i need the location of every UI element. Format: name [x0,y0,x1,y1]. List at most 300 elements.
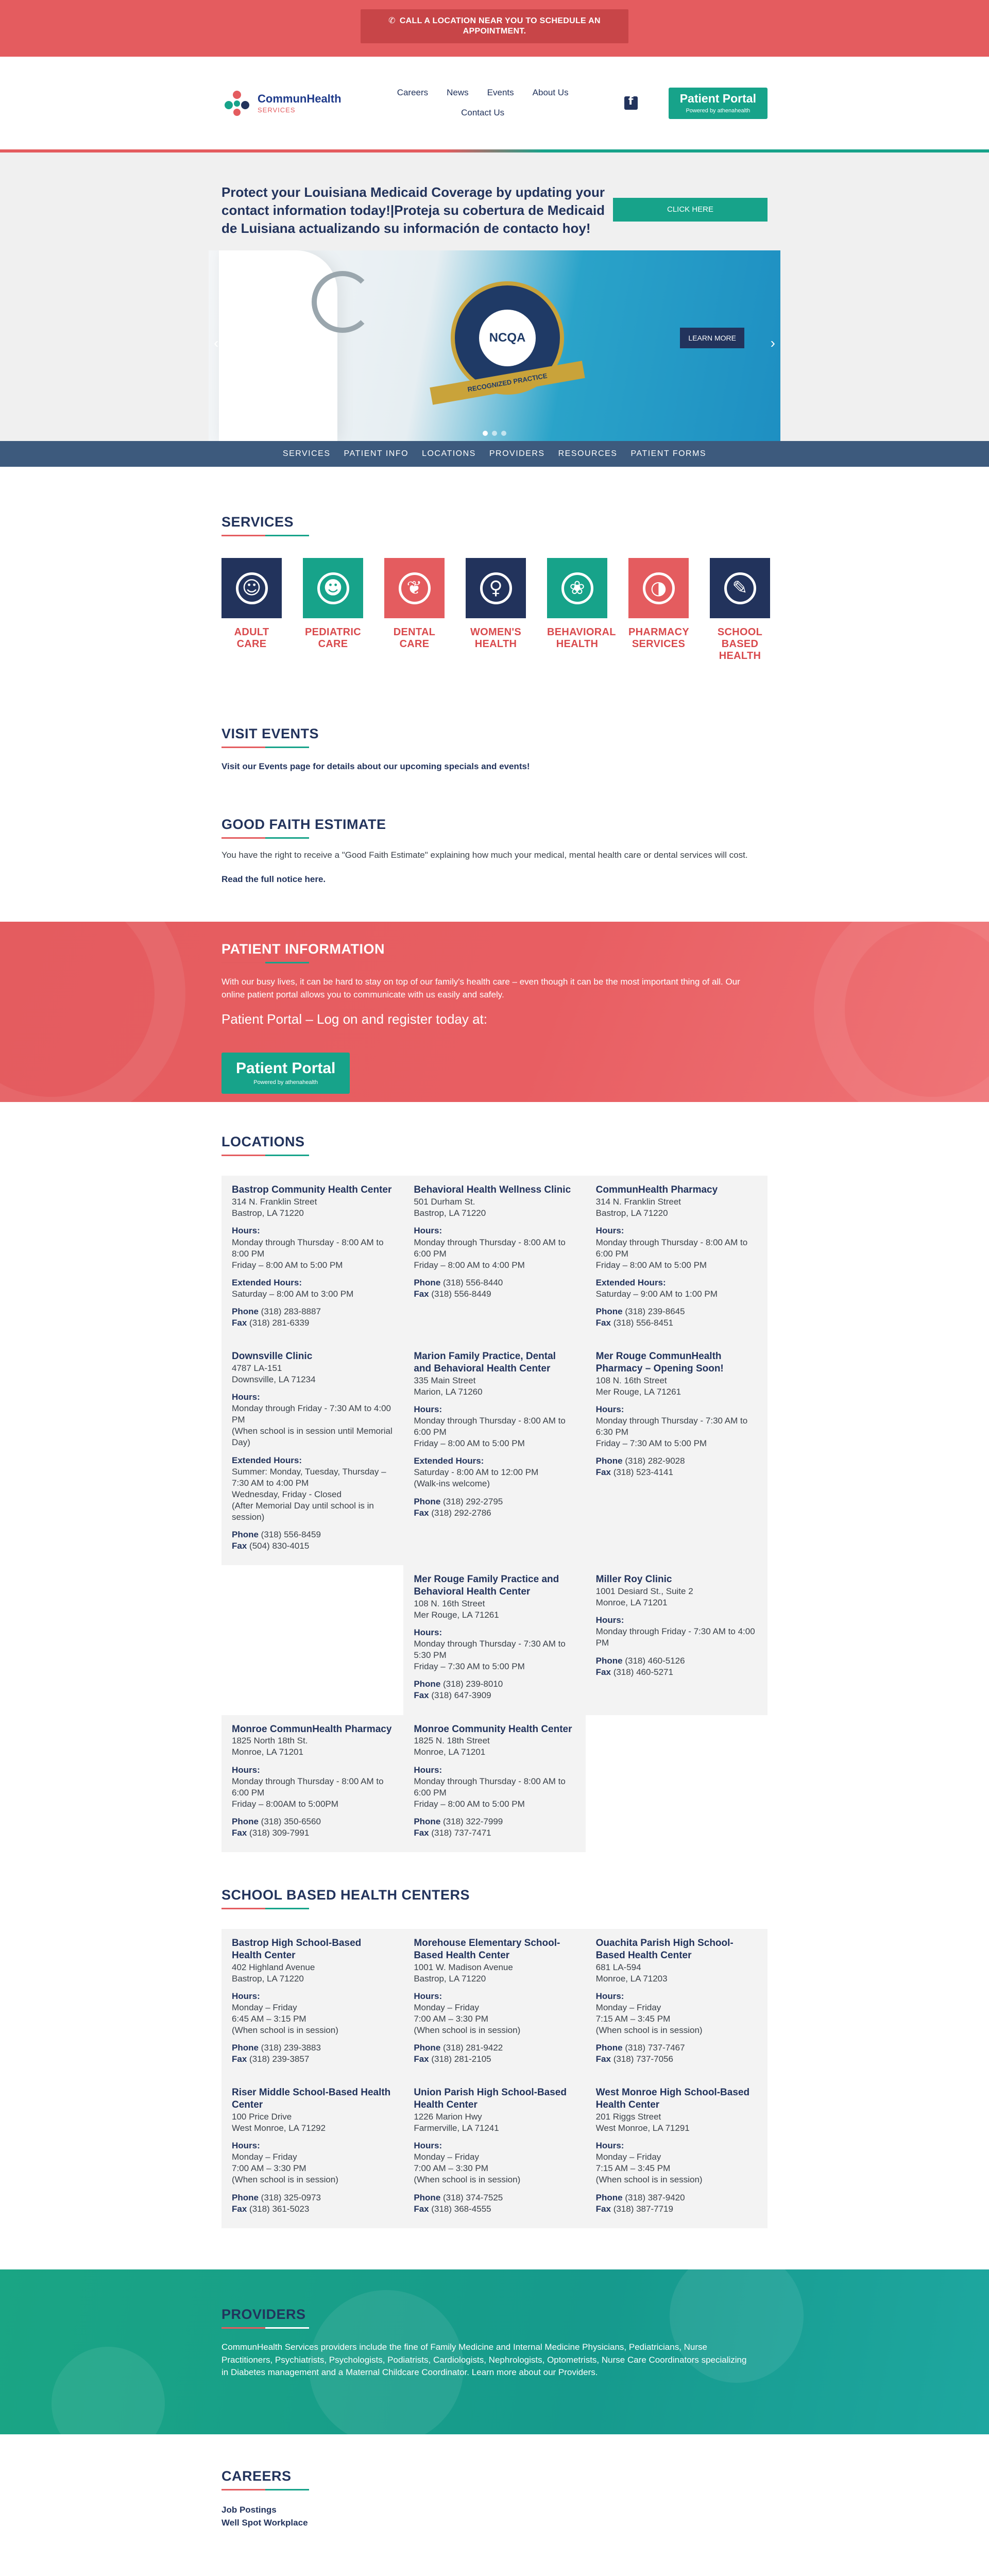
address-line: Bastrop, LA 71220 [232,1973,304,1984]
location-name[interactable]: West Monroe High School-Based Health Center [595,2087,750,2111]
phone-number[interactable]: (318) 374-7525 [443,2192,503,2202]
fax-line: Fax (318) 556-8449 [414,1289,491,1299]
hours-line: Monday through Friday - 7:30 AM to 4:00 PM [232,1403,391,1425]
nav-link[interactable]: Careers [397,88,429,98]
patient-portal-button[interactable] [669,88,768,119]
location-card [221,1342,403,1565]
phone-number[interactable]: (318) 283-8887 [261,1306,321,1316]
phone-number[interactable]: (318) 292-2795 [443,1496,503,1506]
hours-line: Monday – Friday [595,2152,661,2162]
address-line: 681 LA-594 [595,1962,641,1972]
address-line: 1226 Marion Hwy [414,2111,482,2122]
phone-number[interactable]: (318) 556-8440 [443,1277,503,1287]
phone-number[interactable]: (318) 556-8459 [261,1530,321,1540]
school-grid [221,1929,768,2228]
click-here-button[interactable]: CLICK HERE [613,198,768,222]
hours-heading: Hours: [595,1991,624,2001]
service-tile [221,558,282,618]
fax-number: (318) 556-8449 [431,1289,491,1299]
fax-line: Fax (318) 647-3909 [414,1690,491,1701]
fax-line: Fax (318) 361-5023 [232,2204,310,2214]
slider-dot[interactable] [501,431,506,436]
pencil-icon: ✎ [724,572,756,604]
address-line: 402 Highland Avenue [232,1962,315,1972]
location-name[interactable]: Mer Rouge Family Practice and Behavioral Health Center [414,1574,559,1598]
hours-line: Friday – 8:00 AM to 5:00 PM [414,1438,525,1449]
fax-line: Fax (318) 368-4555 [414,2204,491,2214]
hours-line: (When school is in session) [232,2025,338,2036]
address-line: Mer Rouge, LA 71261 [595,1386,681,1397]
extended-hours-line: Summer: Monday, Tuesday, Thursday – 7:30 AM to 4:00 PM [232,1466,386,1488]
hours-line: Monday – Friday [595,2003,661,2012]
address-line: Bastrop, LA 71220 [232,1208,304,1218]
hours-line: 7:00 AM – 3:30 PM [232,2163,306,2174]
location-card [403,1929,585,2078]
phone-line[interactable]: Phone (318) 239-8645 [595,1306,685,1316]
services-title: SERVICES [221,512,768,536]
extended-hours-line: Saturday - 8:00 AM to 12:00 PM [414,1467,539,1478]
fax-number: (318) 387-7719 [613,2204,673,2214]
hero [0,152,989,441]
location-card [221,1715,403,1853]
service-item[interactable] [303,558,363,662]
portal-sub: Powered by athenahealth [686,107,751,114]
slider-dots [209,431,780,436]
section-nav-link[interactable]: PATIENT INFO [344,449,409,459]
fax-line: Fax (318) 737-7056 [595,2054,673,2064]
service-tile [628,558,689,618]
fax-number: (318) 309-7991 [249,1827,310,1838]
events-section [221,662,768,773]
hours-line: 7:00 AM – 3:30 PM [414,2014,488,2024]
ncqa-text: NCQA [479,310,536,366]
learn-more-button[interactable]: LEARN MORE [680,328,744,348]
decor-circle [814,922,989,1102]
fax-line: Fax (318) 281-6339 [232,1318,310,1328]
helpful-links-section [221,2529,768,2576]
careers-section [221,2434,768,2529]
address-line: 335 Main Street [414,1375,476,1385]
service-item[interactable] [221,558,282,662]
services-section [221,467,768,662]
location-address [414,1735,575,1758]
address-line: 100 Price Drive [232,2111,292,2122]
hours-line: Monday through Thursday - 8:00 AM to 6:00 PM [414,1415,566,1437]
fax-number: (318) 239-3857 [249,2054,310,2064]
location-name[interactable]: Ouachita Parish High School-Based Health Center [595,1938,734,1961]
address-line: 1825 North 18th St. [232,1736,308,1746]
hours-heading: Hours: [414,1765,442,1775]
location-card [403,2078,585,2228]
slider-next-icon[interactable]: › [770,335,775,351]
fax-line: Fax (318) 556-8451 [595,1318,673,1328]
hours-heading: Hours: [595,1404,624,1414]
location-name[interactable]: Union Parish High School-Based Health Center [414,2087,567,2111]
location-name[interactable]: Bastrop Community Health Center [232,1184,392,1196]
service-label: SCHOOL BASED HEALTH [717,626,763,662]
logo-text [258,93,342,113]
location-card [221,1176,403,1342]
careers-link[interactable]: Well Spot Workplace [221,2517,308,2528]
hours-line: Friday – 8:00 AM to 5:00 PM [414,1799,525,1809]
decor-circle [0,922,185,1102]
extended-hours-line: Wednesday, Friday - Closed [232,1489,342,1499]
fax-number: (318) 647-3909 [431,1690,491,1701]
careers-list [221,2504,768,2529]
location-address [414,1375,575,1398]
decor-blob [52,2347,165,2434]
providers-section [0,2269,989,2434]
events-text[interactable]: Visit our Events page for details about our upcoming specials and events! [221,761,530,772]
hours-line: Monday – Friday [232,2152,297,2162]
brand-name: CommunHealth [258,92,342,105]
section-nav [0,441,989,467]
location-address [232,1196,393,1219]
address-line: Farmerville, LA 71241 [414,2123,499,2133]
phone-line[interactable]: Phone (318) 292-2795 [414,1496,503,1506]
hours-line: 7:15 AM – 3:45 PM [595,2163,671,2174]
phone-number[interactable]: (318) 282-9028 [625,1456,685,1466]
phone-number[interactable]: (318) 239-8010 [443,1679,503,1689]
location-name[interactable]: Monroe CommunHealth Pharmacy [232,1723,392,1735]
phone-number[interactable]: (318) 325-0973 [261,2192,321,2202]
events-title: VISIT EVENTS [221,724,768,748]
school-title: SCHOOL BASED HEALTH CENTERS [221,1885,768,1909]
location-address [232,1363,393,1385]
location-card [403,1565,585,1715]
adult-icon: ☺ [236,572,268,604]
hours-line: Monday through Thursday - 8:00 AM to 8:00 PM [232,1237,384,1259]
phone-number[interactable]: (318) 350-6560 [261,1816,321,1826]
fax-number: (318) 281-2105 [431,2054,491,2064]
location-card [586,2078,768,2228]
address-line: Mer Rouge, LA 71261 [414,1609,499,1620]
address-line: 1825 N. 18th Street [414,1736,490,1746]
hours-line: Monday – Friday [414,2003,479,2012]
location-name[interactable]: Downsville Clinic [232,1351,313,1362]
address-line: 501 Durham St. [414,1197,475,1207]
section-nav-link[interactable]: SERVICES [282,449,331,459]
address-line: 4787 LA-151 [232,1363,282,1373]
hours-line: Monday through Thursday - 7:30 AM to 5:30 PM [414,1639,566,1660]
phone-line[interactable]: Phone (318) 350-6560 [232,1816,321,1826]
phone-line[interactable]: Phone (318) 374-7525 [414,2192,503,2202]
hours-line: Monday through Friday - 7:30 AM to 4:00 PM [595,1626,755,1648]
address-line: 314 N. Franklin Street [232,1197,317,1207]
section-nav-link[interactable]: PATIENT FORMS [630,449,707,459]
hours-heading: Hours: [595,2141,624,2151]
location-address [596,1375,757,1398]
pediatric-icon: ☻ [317,572,349,604]
phone-line[interactable]: Phone (318) 281-9422 [414,2043,503,2053]
location-card [586,1342,768,1565]
header-actions [624,88,768,119]
phone-number[interactable]: (318) 737-7467 [625,2043,685,2053]
address-line: 108 N. 16th Street [595,1375,667,1385]
hours-line: (When school is in session) [595,2025,703,2036]
extended-hours-heading: Extended Hours: [595,1277,666,1287]
tooth-icon: ❦ [399,572,431,604]
location-name[interactable]: CommunHealth Pharmacy [595,1184,718,1196]
site-logo[interactable] [221,88,342,118]
hours-line: Monday through Thursday - 8:00 AM to 6:00 PM [414,1776,566,1798]
hours-line: Friday – 8:00AM to 5:00PM [232,1799,338,1809]
doctor-image [219,250,337,441]
hours-heading: Hours: [414,2141,442,2151]
hours-line: Monday through Thursday - 7:30 AM to 6:30 PM [595,1415,748,1437]
service-tile [384,558,445,618]
gfe-text: You have the right to receive a "Good Faith Estimate" explaining how much your medical, mental health care or dental services will cost. [221,850,748,860]
service-item[interactable] [384,558,445,662]
logo-mark-icon [221,88,252,118]
location-name[interactable]: Bastrop High School-Based Health Center [232,1938,362,1961]
location-name[interactable]: Riser Middle School-Based Health Center [232,2087,391,2111]
recognized-ribbon: RECOGNIZED PRACTICE [430,361,585,405]
phone-line[interactable]: Phone (318) 282-9028 [595,1456,685,1466]
service-item[interactable] [466,558,526,662]
location-card [586,1565,768,1715]
location-card [586,1929,768,2078]
service-label: WOMEN'S HEALTH [470,626,522,650]
fax-number: (318) 292-2786 [431,1507,491,1518]
location-name[interactable]: Miller Roy Clinic [595,1574,672,1585]
fax-number: (318) 737-7471 [431,1827,491,1838]
hours-line: Friday – 8:00 AM to 5:00 PM [595,1260,707,1270]
location-name[interactable]: Marion Family Practice, Dental and Behavioral Health Center [414,1351,556,1374]
service-label: BEHAVIORAL HEALTH [547,626,616,650]
hero-title: Protect your Louisiana Medicaid Coverage by updating your contact information today!|Proteja su cobertura de Medicaid de Luisiana actualizando su información de contacto hoy! [221,184,605,236]
hours-heading: Hours: [414,1404,442,1414]
phone-line[interactable]: Phone (318) 325-0973 [232,2192,321,2202]
extended-hours-line: (Walk-ins welcome) [414,1479,490,1489]
fax-line: Fax (318) 281-2105 [414,2054,491,2064]
phone-number[interactable]: (318) 460-5126 [625,1655,685,1666]
empty-cell [586,1715,768,1853]
female-icon: ♀ [480,572,512,604]
hours-heading: Hours: [232,1991,260,2001]
hours-heading: Hours: [232,2141,260,2151]
hours-heading: Hours: [232,1765,260,1775]
portal-title: Patient Portal [236,1060,336,1077]
hours-heading: Hours: [414,1991,442,2001]
address-line: 1001 Desiard St., Suite 2 [595,1586,693,1597]
hours-line: (When school is in session) [232,2175,338,2185]
hours-line: (When school is in session) [595,2175,703,2185]
head-icon: ❀ [561,572,593,604]
phone-line[interactable]: Phone (318) 737-7467 [595,2043,685,2053]
service-item[interactable] [710,558,770,662]
service-label: PEDIATRIC CARE [305,626,361,650]
section-nav-link[interactable]: PROVIDERS [489,449,545,459]
phone-line[interactable]: Phone (318) 239-8010 [414,1679,503,1689]
fax-line: Fax (318) 523-4141 [595,1467,673,1478]
address-line: Monroe, LA 71201 [595,1598,668,1608]
service-tile [466,558,526,618]
location-card [403,1176,585,1342]
location-address [232,1962,393,1985]
good-faith-section [221,773,768,886]
gfe-link[interactable]: Read the full notice here. [221,874,326,884]
fax-line: Fax (318) 460-5271 [595,1667,673,1677]
fax-number: (318) 737-7056 [613,2054,673,2064]
slider-dot[interactable] [492,431,497,436]
site-header [221,57,768,149]
phone-number[interactable]: (318) 239-8645 [625,1306,685,1316]
gfe-title: GOOD FAITH ESTIMATE [221,815,768,839]
fax-number: (318) 281-6339 [249,1318,310,1328]
hours-line: Friday – 7:30 AM to 5:00 PM [595,1438,707,1449]
locations-grid [221,1176,768,1852]
slider-dot[interactable] [483,431,488,436]
address-line: West Monroe, LA 71291 [595,2123,690,2133]
hours-line: Monday through Thursday - 8:00 AM to 6:00 PM [232,1776,384,1798]
location-address [414,1196,575,1219]
fax-number: (318) 361-5023 [249,2204,310,2214]
address-line: 314 N. Franklin Street [595,1197,681,1207]
providers-text: CommunHealth Services providers include the fine of Family Medicine and Internal Medicine Physicians, Pediatricians, Nurse Practitioners, Psychiatrists, Psychologists, Podiatrists, Cardiologists, Nephrologists, Optometrists, Nurse Care Coordinators specializing in Diabetes management and a Maternal Childcare Coordinator. Learn more about our Providers. [221,2342,747,2378]
fax-number: (318) 460-5271 [613,1667,673,1677]
location-card [221,1929,403,2078]
patient-text: With our busy lives, it can be hard to stay on top of our family's health care – even though it can be the most important thing of all. Our online patient portal allows you to communicate with us easily and safely. [221,977,740,1000]
service-item[interactable] [547,558,616,662]
hours-line: Monday – Friday [232,2003,297,2012]
phone-number[interactable]: (318) 322-7999 [443,1816,503,1826]
location-address [596,1196,757,1219]
address-line: Monroe, LA 71203 [595,1973,668,1984]
phone-number[interactable]: (318) 281-9422 [443,2043,503,2053]
fax-line: Fax (318) 737-7471 [414,1827,491,1838]
extended-hours-heading: Extended Hours: [414,1456,484,1466]
hours-line: Monday – Friday [414,2152,479,2162]
hours-heading: Hours: [595,1615,624,1625]
location-card [221,2078,403,2228]
fax-number: (504) 830-4015 [249,1541,310,1551]
location-address [414,1962,575,1985]
location-name[interactable]: Mer Rouge CommunHealth Pharmacy – Opening Soon! [595,1351,724,1374]
hours-line: 6:45 AM – 3:15 PM [232,2014,306,2024]
location-address [232,1735,393,1758]
school-centers-section [221,1852,768,2228]
location-card [586,1176,768,1342]
nav-link[interactable]: About Us [532,88,569,98]
hours-heading: Hours: [232,1226,260,1236]
address-line: Monroe, LA 71201 [414,1747,486,1757]
phone-line[interactable]: Phone (318) 239-3883 [232,2043,321,2053]
phone-line[interactable]: Phone (318) 322-7999 [414,1816,503,1826]
address-line: West Monroe, LA 71292 [232,2123,326,2133]
service-tile [547,558,607,618]
phone-line[interactable]: Phone (318) 283-8887 [232,1306,321,1316]
extended-hours-line: (After Memorial Day until school is in session) [232,1500,374,1522]
address-line: 108 N. 16th Street [414,1598,485,1608]
service-label: PHARMACY SERVICES [628,626,689,650]
address-line: Bastrop, LA 71220 [414,1973,486,1984]
services-list [221,558,768,662]
slider-prev-icon[interactable]: ‹ [214,335,219,351]
address-line: Bastrop, LA 71220 [595,1208,668,1218]
address-line: Marion, LA 71260 [414,1386,483,1397]
address-line: 1001 W. Madison Avenue [414,1962,513,1972]
phone-line[interactable]: Phone (318) 556-8459 [232,1530,321,1540]
hours-line: 7:00 AM – 3:30 PM [414,2163,488,2174]
location-name[interactable]: Behavioral Health Wellness Clinic [414,1184,571,1196]
patient-portal-button-large[interactable] [221,1053,350,1094]
section-nav-link[interactable]: LOCATIONS [422,449,476,459]
address-line: Monroe, LA 71201 [232,1747,303,1757]
phone-number[interactable]: (318) 239-3883 [261,2043,321,2053]
nav-link[interactable]: Contact Us [461,108,505,117]
hours-line: Friday – 7:30 AM to 5:00 PM [414,1662,525,1672]
hours-line: Friday – 8:00 AM to 5:00 PM [232,1260,343,1270]
hours-line: Monday through Thursday - 8:00 AM to 6:00 PM [414,1237,566,1259]
patient-line2: Patient Portal – Log on and register today at: [221,1011,488,1027]
hours-line: Monday through Thursday - 8:00 AM to 6:00 PM [595,1237,748,1259]
careers-title: CAREERS [221,2466,768,2490]
address-line: Downsville, LA 71234 [232,1375,316,1385]
fax-line: Fax (318) 387-7719 [595,2204,673,2214]
empty-cell [221,1565,403,1715]
stethoscope-icon [312,271,373,333]
hours-heading: Hours: [232,1392,260,1402]
service-tile [303,558,363,618]
phone-line[interactable]: Phone (318) 387-9420 [595,2192,685,2202]
locations-section [221,1102,768,1852]
main-nav [385,87,581,119]
fax-line: Fax (318) 239-3857 [232,2054,310,2064]
service-label: DENTAL CARE [393,626,436,650]
location-name[interactable]: Morehouse Elementary School-Based Health Center [414,1938,560,1961]
section-nav-link[interactable]: RESOURCES [558,449,618,459]
hours-line: (When school is in session) [414,2175,521,2185]
phone-line[interactable]: Phone (318) 556-8440 [414,1277,503,1287]
location-card [403,1342,585,1565]
location-name[interactable]: Monroe Community Health Center [414,1723,572,1735]
nav-link[interactable]: Events [487,88,514,98]
hours-line: Friday – 8:00 AM to 4:00 PM [414,1260,525,1270]
locations-title: LOCATIONS [221,1132,768,1156]
careers-link[interactable]: Job Postings [221,2504,277,2515]
hours-heading: Hours: [595,1226,624,1236]
service-item[interactable] [628,558,689,662]
fax-line: Fax (318) 292-2786 [414,1507,491,1518]
fax-line: Fax (318) 309-7991 [232,1827,310,1838]
location-address [414,1598,575,1621]
pills-icon: ◑ [643,572,675,604]
fax-number: (318) 368-4555 [431,2204,491,2214]
extended-hours-line: Saturday – 8:00 AM to 3:00 PM [232,1289,354,1299]
extended-hours-heading: Extended Hours: [232,1277,302,1287]
phone-icon: ✆ [388,16,396,25]
top-call-bar [0,0,989,57]
hero-slider [209,250,780,441]
fax-number: (318) 556-8451 [613,1318,673,1328]
hours-line: (When school is in session until Memorial Day) [232,1426,393,1448]
call-label: CALL A LOCATION NEAR YOU TO SCHEDULE AN APPOINTMENT. [399,16,601,36]
hours-line: 7:15 AM – 3:45 PM [595,2014,671,2024]
fax-number: (318) 523-4141 [613,1467,673,1478]
phone-number[interactable]: (318) 387-9420 [625,2192,685,2202]
nav-link[interactable]: News [447,88,469,98]
location-address [596,1962,757,1985]
facebook-icon[interactable]: f [624,96,638,110]
location-address [596,1586,757,1608]
address-line: 201 Riggs Street [595,2111,661,2122]
portal-sub: Powered by athenahealth [253,1079,318,1086]
call-location-button[interactable] [361,9,628,43]
extended-hours-line: Saturday – 9:00 AM to 1:00 PM [595,1289,718,1299]
patient-info-section [0,922,989,1102]
phone-line[interactable]: Phone (318) 460-5126 [595,1655,685,1666]
